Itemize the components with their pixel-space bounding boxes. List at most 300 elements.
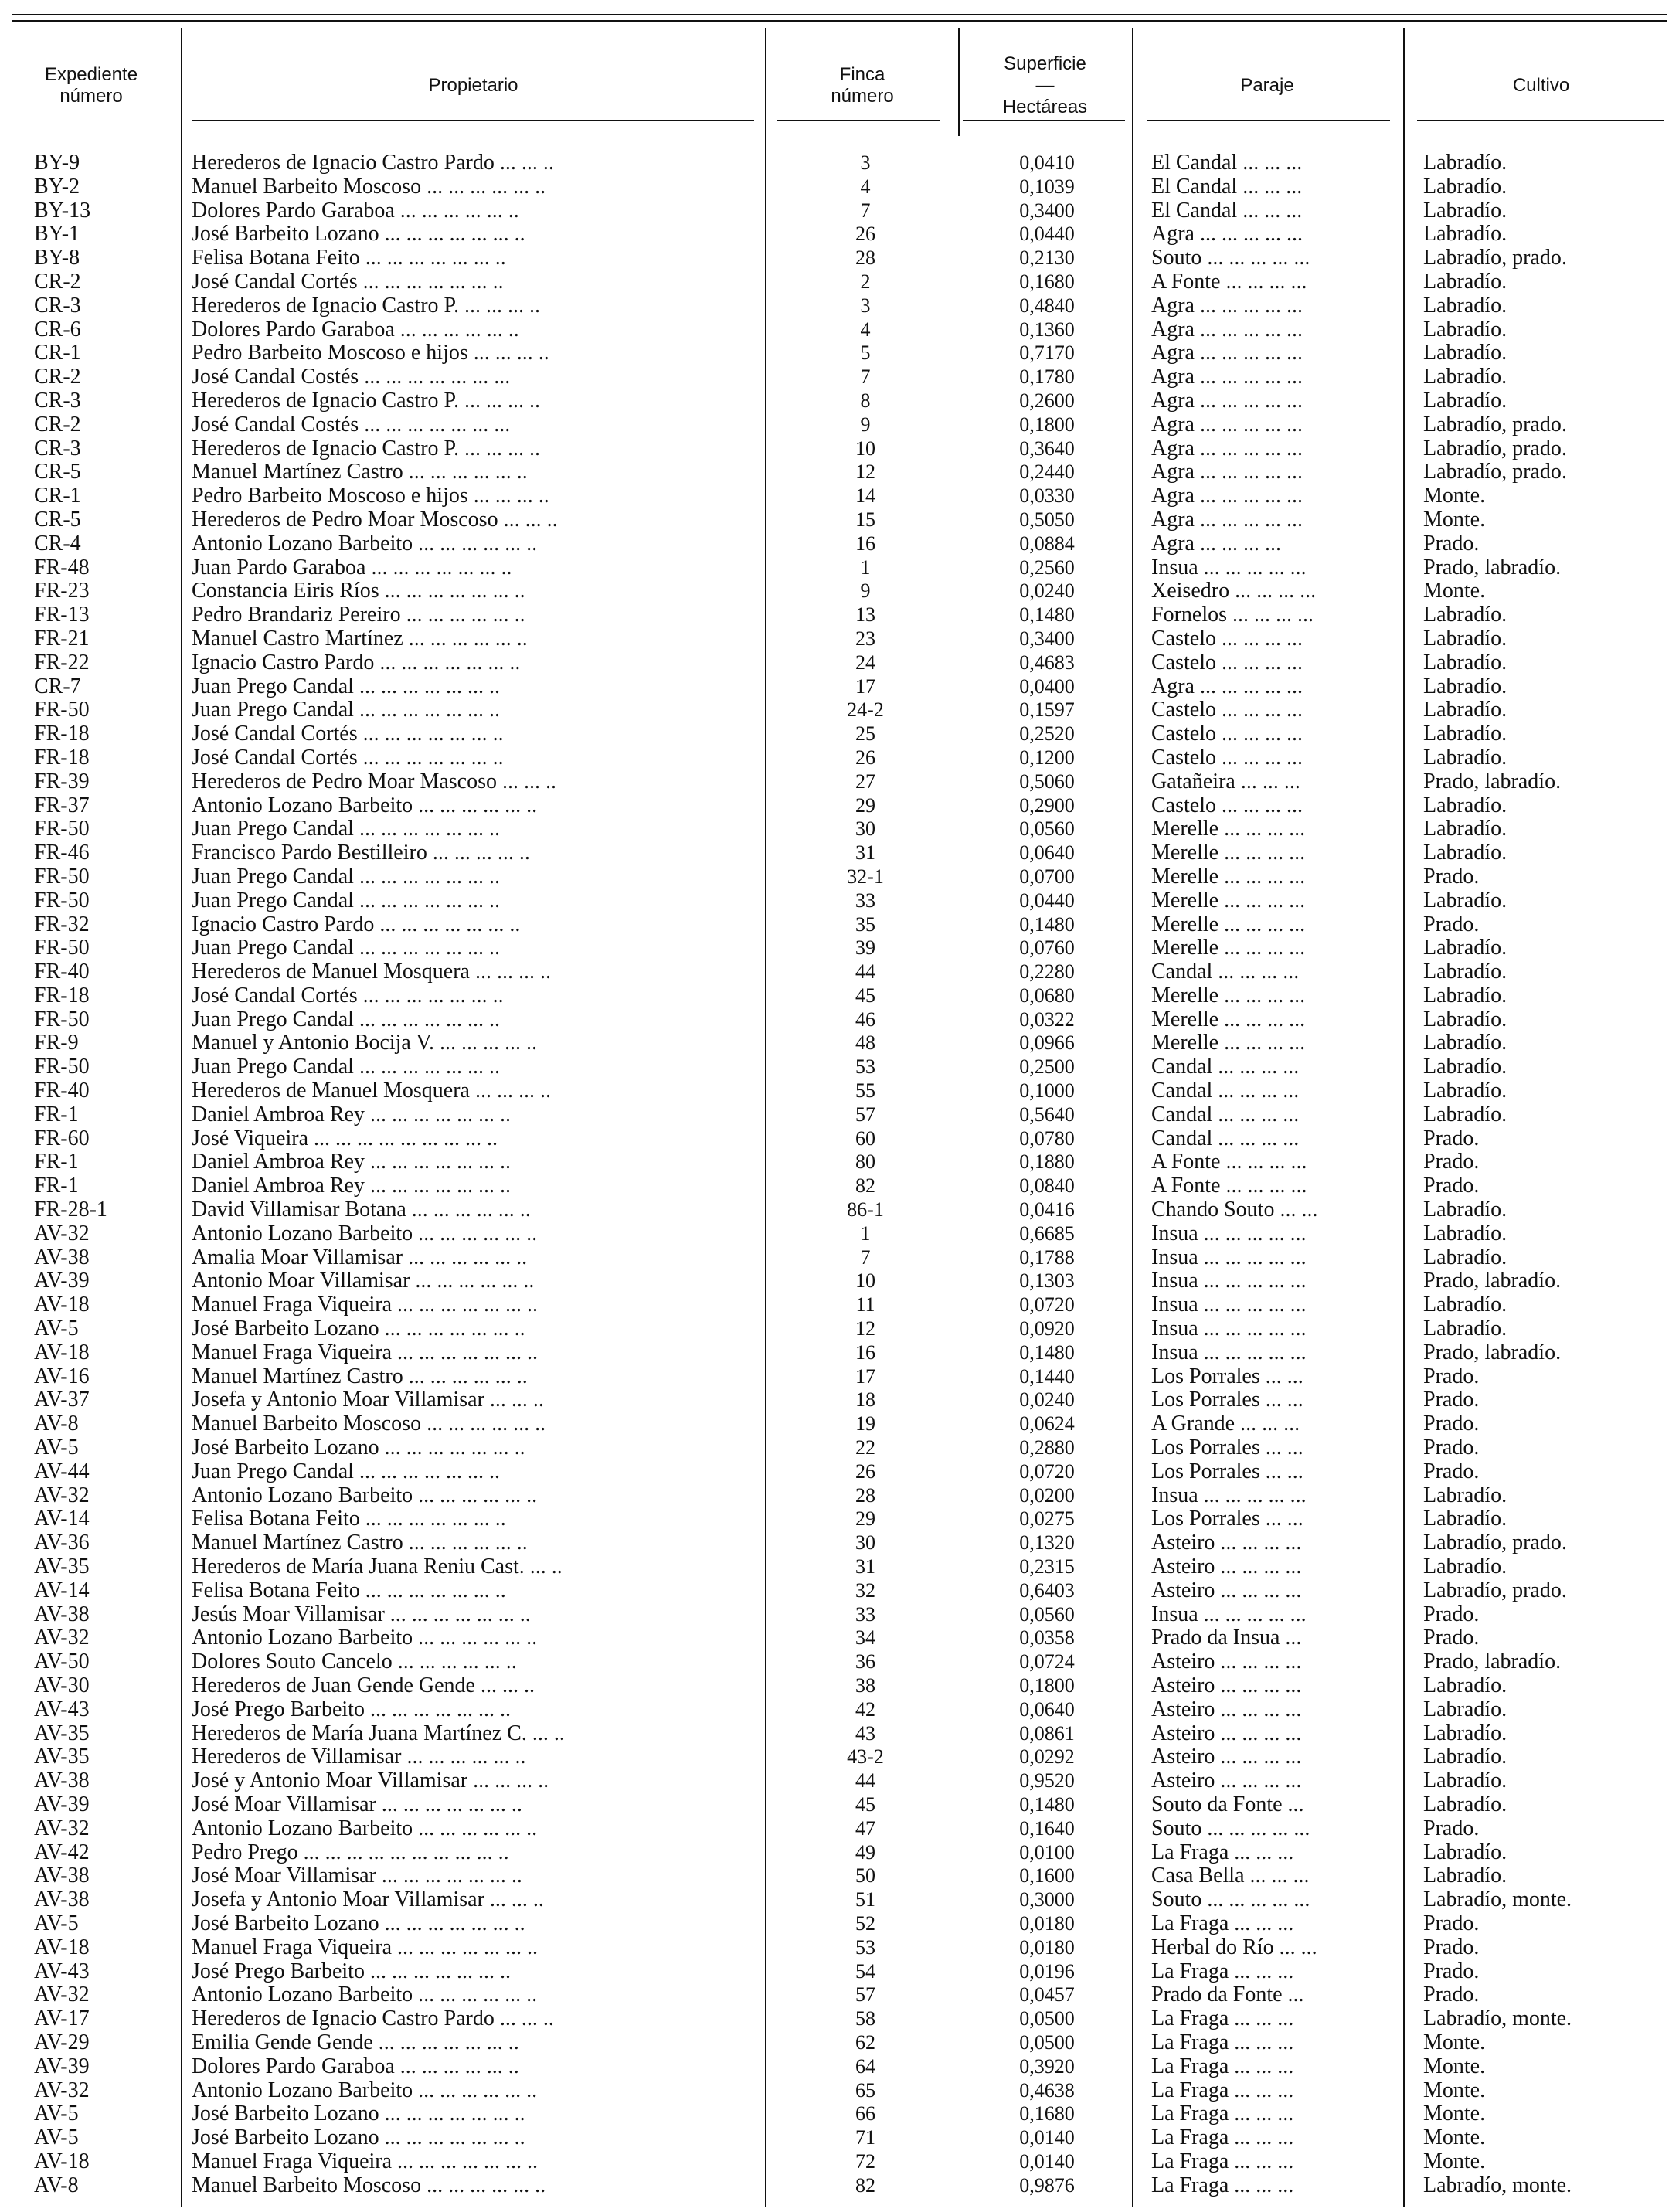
table-row bbox=[0, 936, 1679, 960]
superficie-cell: 0,0700 bbox=[1019, 865, 1075, 888]
cultivo-cell: Prado. bbox=[1423, 1935, 1480, 1959]
finca-cell: 16 bbox=[855, 532, 875, 555]
table-row bbox=[0, 556, 1679, 580]
propietario-cell: José Candal Cortés ... ... ... ... ... ... .. bbox=[192, 270, 504, 294]
expediente-cell: AV-17 bbox=[34, 2007, 90, 2031]
superficie-cell: 0,2560 bbox=[1019, 556, 1075, 579]
superficie-cell: 0,0720 bbox=[1019, 1293, 1075, 1317]
expediente-cell: CR-3 bbox=[34, 389, 81, 413]
finca-cell: 72 bbox=[855, 2149, 875, 2173]
paraje-cell: La Fraga ... ... ... bbox=[1151, 2126, 1294, 2150]
finca-cell: 49 bbox=[855, 1840, 875, 1864]
cultivo-cell: Labradío. bbox=[1423, 270, 1507, 294]
superficie-cell: 0,0560 bbox=[1019, 1602, 1075, 1626]
cultivo-cell: Prado. bbox=[1423, 865, 1480, 889]
superficie-cell: 0,1360 bbox=[1019, 318, 1075, 341]
finca-cell: 31 bbox=[855, 841, 875, 865]
paraje-cell: Souto ... ... ... ... ... bbox=[1151, 246, 1310, 270]
cultivo-cell: Prado. bbox=[1423, 1364, 1480, 1388]
table-row bbox=[0, 913, 1679, 937]
paraje-cell: Candal ... ... ... ... bbox=[1151, 960, 1300, 984]
superficie-cell: 0,0920 bbox=[1019, 1317, 1075, 1340]
paraje-cell: Insua ... ... ... ... ... bbox=[1151, 1340, 1307, 1364]
table-row bbox=[0, 1174, 1679, 1198]
cultivo-cell: Monte. bbox=[1423, 2126, 1486, 2150]
expediente-cell: CR-3 bbox=[34, 294, 81, 318]
propietario-cell: José Viqueira ... ... ... ... ... ... ... ... .. bbox=[192, 1126, 498, 1150]
cultivo-cell: Monte. bbox=[1423, 2054, 1486, 2078]
table-row bbox=[0, 2174, 1679, 2198]
cultivo-cell: Labradío. bbox=[1423, 1055, 1507, 1079]
propietario-cell: Herederos de Juan Gende Gende ... ... .. bbox=[192, 1674, 535, 1697]
paraje-cell: Castelo ... ... ... ... bbox=[1151, 722, 1303, 746]
cultivo-cell: Labradío. bbox=[1423, 984, 1507, 1007]
expediente-cell: AV-18 bbox=[34, 1935, 90, 1959]
finca-cell: 45 bbox=[855, 984, 875, 1007]
propietario-cell: Felisa Botana Feito ... ... ... ... ... ... .. bbox=[192, 1578, 506, 1602]
superficie-cell: 0,1480 bbox=[1019, 1792, 1075, 1816]
table-row bbox=[0, 413, 1679, 437]
cultivo-cell: Labradío, prado. bbox=[1423, 1531, 1567, 1555]
table-row bbox=[0, 1365, 1679, 1389]
finca-cell: 28 bbox=[855, 246, 875, 270]
superficie-cell: 0,2440 bbox=[1019, 460, 1075, 484]
expediente-cell: FR-21 bbox=[34, 627, 90, 651]
finca-cell: 29 bbox=[855, 793, 875, 817]
table-row bbox=[0, 1531, 1679, 1555]
paraje-cell: Candal ... ... ... ... bbox=[1151, 1103, 1300, 1126]
expediente-cell: FR-40 bbox=[34, 960, 90, 984]
expediente-cell: AV-8 bbox=[34, 1412, 79, 1436]
cultivo-cell: Labradío. bbox=[1423, 1555, 1507, 1579]
paraje-cell: Los Porrales ... ... bbox=[1151, 1436, 1303, 1460]
expediente-cell: FR-50 bbox=[34, 865, 90, 889]
propietario-cell: Antonio Lozano Barbeito ... ... ... ... ... .. bbox=[192, 1816, 538, 1840]
expediente-cell: AV-35 bbox=[34, 1745, 90, 1769]
propietario-cell: Manuel Castro Martínez ... ... ... ... ... .. bbox=[192, 627, 528, 651]
table-row bbox=[0, 1222, 1679, 1246]
table-row bbox=[0, 603, 1679, 627]
cultivo-cell: Monte. bbox=[1423, 484, 1486, 508]
finca-cell: 43 bbox=[855, 1721, 875, 1745]
table-row bbox=[0, 960, 1679, 984]
cultivo-cell: Labradío. bbox=[1423, 318, 1507, 341]
propietario-cell: Antonio Lozano Barbeito ... ... ... ... ... .. bbox=[192, 1983, 538, 2007]
finca-cell: 28 bbox=[855, 1483, 875, 1507]
superficie-cell: 0,6403 bbox=[1019, 1578, 1075, 1602]
paraje-cell: Chando Souto ... ... bbox=[1151, 1198, 1318, 1222]
expediente-cell: FR-50 bbox=[34, 889, 90, 912]
cultivo-cell: Labradío. bbox=[1423, 1317, 1507, 1341]
cultivo-cell: Labradío. bbox=[1423, 841, 1507, 865]
table-row bbox=[0, 1484, 1679, 1508]
cultivo-cell: Prado. bbox=[1423, 1602, 1480, 1626]
paraje-cell: Herbal do Río ... ... bbox=[1151, 1935, 1317, 1959]
expediente-cell: AV-18 bbox=[34, 1340, 90, 1364]
superficie-cell: 0,9876 bbox=[1019, 2173, 1075, 2197]
superficie-cell: 0,0140 bbox=[1019, 2126, 1075, 2149]
expediente-cell: FR-50 bbox=[34, 936, 90, 960]
superficie-cell: 0,0196 bbox=[1019, 1959, 1075, 1983]
paraje-cell: Agra ... ... ... ... ... bbox=[1151, 674, 1303, 698]
expediente-cell: AV-35 bbox=[34, 1721, 90, 1745]
finca-cell: 66 bbox=[855, 2102, 875, 2125]
finca-cell: 3 bbox=[860, 294, 871, 317]
paraje-cell: Merelle ... ... ... ... bbox=[1151, 841, 1306, 865]
superficie-cell: 0,0640 bbox=[1019, 1697, 1075, 1721]
superficie-cell: 0,3920 bbox=[1019, 2054, 1075, 2078]
propietario-cell: Amalia Moar Villamisar ... ... ... ... ... .. bbox=[192, 1245, 528, 1269]
table-row bbox=[0, 1507, 1679, 1531]
propietario-cell: Juan Prego Candal ... ... ... ... ... ... .. bbox=[192, 698, 500, 722]
propietario-cell: Herederos de Pedro Moar Moscoso ... ... .. bbox=[192, 508, 558, 532]
superficie-cell: 0,2900 bbox=[1019, 793, 1075, 817]
paraje-cell: Asteiro ... ... ... ... bbox=[1151, 1578, 1302, 1602]
cultivo-cell: Labradío. bbox=[1423, 199, 1507, 223]
expediente-cell: FR-1 bbox=[34, 1150, 79, 1174]
superficie-cell: 0,0884 bbox=[1019, 532, 1075, 555]
propietario-cell: Dolores Souto Cancelo ... ... ... ... ... .. bbox=[192, 1650, 517, 1674]
propietario-cell: Antonio Lozano Barbeito ... ... ... ... ... .. bbox=[192, 793, 538, 817]
finca-cell: 5 bbox=[860, 341, 871, 365]
table-row bbox=[0, 2055, 1679, 2079]
propietario-cell: Daniel Ambroa Rey ... ... ... ... ... ... .. bbox=[192, 1174, 511, 1198]
paraje-cell: Insua ... ... ... ... ... bbox=[1151, 1317, 1307, 1341]
table-row bbox=[0, 2102, 1679, 2126]
paraje-cell: Gatañeira ... ... ... bbox=[1151, 770, 1300, 793]
table-row bbox=[0, 223, 1679, 246]
propietario-cell: Manuel Martínez Castro ... ... ... ... ... .. bbox=[192, 1364, 528, 1388]
paraje-cell: Insua ... ... ... ... ... bbox=[1151, 1293, 1307, 1317]
propietario-cell: Herederos de Ignacio Castro Pardo ... ... .. bbox=[192, 2007, 554, 2031]
propietario-cell: Antonio Lozano Barbeito ... ... ... ... ... .. bbox=[192, 2078, 538, 2102]
finca-cell: 62 bbox=[855, 2030, 875, 2054]
finca-cell: 35 bbox=[855, 912, 875, 936]
propietario-cell: Jesús Moar Villamisar ... ... ... ... ... ... .. bbox=[192, 1602, 531, 1626]
expediente-cell: FR-18 bbox=[34, 722, 90, 746]
propietario-cell: Pedro Barbeito Moscoso e hijos ... ... ... .. bbox=[192, 484, 549, 508]
expediente-cell: CR-5 bbox=[34, 508, 81, 532]
cultivo-cell: Labradío. bbox=[1423, 960, 1507, 984]
finca-cell: 11 bbox=[855, 1293, 875, 1317]
paraje-cell: Agra ... ... ... ... ... bbox=[1151, 460, 1303, 484]
expediente-cell: CR-2 bbox=[34, 270, 81, 294]
propietario-cell: José Barbeito Lozano ... ... ... ... ... ... .. bbox=[192, 223, 525, 246]
finca-cell: 38 bbox=[855, 1674, 875, 1697]
propietario-cell: José Barbeito Lozano ... ... ... ... ... ... .. bbox=[192, 2102, 525, 2126]
cultivo-cell: Labradío. bbox=[1423, 1674, 1507, 1697]
table-row bbox=[0, 2150, 1679, 2174]
expediente-cell: CR-5 bbox=[34, 460, 81, 484]
expediente-cell: CR-4 bbox=[34, 532, 81, 556]
table-row bbox=[0, 1960, 1679, 1984]
expediente-cell: AV-30 bbox=[34, 1674, 90, 1697]
expediente-cell: CR-2 bbox=[34, 413, 81, 437]
cultivo-cell: Labradío, monte. bbox=[1423, 2173, 1572, 2197]
finca-cell: 27 bbox=[855, 770, 875, 793]
cultivo-cell: Labradío. bbox=[1423, 151, 1507, 175]
table-row bbox=[0, 532, 1679, 556]
table-row bbox=[0, 1745, 1679, 1769]
table-row bbox=[0, 817, 1679, 841]
paraje-cell: Asteiro ... ... ... ... bbox=[1151, 1697, 1302, 1721]
cultivo-cell: Labradío. bbox=[1423, 223, 1507, 246]
paraje-cell: Agra ... ... ... ... ... bbox=[1151, 413, 1303, 437]
paraje-cell: A Fonte ... ... ... ... bbox=[1151, 1174, 1307, 1198]
paraje-cell: Agra ... ... ... ... ... bbox=[1151, 437, 1303, 460]
paraje-cell: El Candal ... ... ... bbox=[1151, 175, 1303, 199]
finca-cell: 71 bbox=[855, 2126, 875, 2149]
finca-cell: 86-1 bbox=[847, 1198, 884, 1222]
superficie-cell: 0,0358 bbox=[1019, 1626, 1075, 1650]
cultivo-cell: Labradío. bbox=[1423, 1031, 1507, 1055]
paraje-cell: La Fraga ... ... ... bbox=[1151, 2007, 1294, 2031]
expediente-cell: AV-32 bbox=[34, 1816, 90, 1840]
finca-cell: 30 bbox=[855, 1531, 875, 1555]
propietario-cell: Antonio Lozano Barbeito ... ... ... ... ... .. bbox=[192, 532, 538, 556]
expediente-cell: CR-6 bbox=[34, 318, 81, 341]
cultivo-cell: Labradío. bbox=[1423, 1769, 1507, 1793]
expediente-cell: FR-50 bbox=[34, 1007, 90, 1031]
table-row bbox=[0, 151, 1679, 175]
propietario-cell: Ignacio Castro Pardo ... ... ... ... ... ... .. bbox=[192, 651, 521, 674]
expediente-cell: FR-9 bbox=[34, 1031, 79, 1055]
expediente-cell: AV-50 bbox=[34, 1650, 90, 1674]
superficie-cell: 0,0400 bbox=[1019, 674, 1075, 698]
propietario-cell: Juan Prego Candal ... ... ... ... ... ... .. bbox=[192, 1459, 500, 1483]
propietario-cell: Herederos de Pedro Moar Mascoso ... ... .. bbox=[192, 770, 556, 793]
finca-cell: 10 bbox=[855, 437, 875, 460]
cultivo-cell: Labradío, monte. bbox=[1423, 1888, 1572, 1912]
paraje-cell: Merelle ... ... ... ... bbox=[1151, 1007, 1306, 1031]
finca-cell: 82 bbox=[855, 2173, 875, 2197]
propietario-cell: Manuel Fraga Viqueira ... ... ... ... ... ... .. bbox=[192, 2149, 539, 2173]
paraje-cell: Castelo ... ... ... ... bbox=[1151, 651, 1303, 674]
expediente-cell: AV-39 bbox=[34, 1269, 90, 1293]
expediente-cell: CR-1 bbox=[34, 341, 81, 365]
finca-cell: 17 bbox=[855, 1364, 875, 1388]
expediente-cell: FR-60 bbox=[34, 1126, 90, 1150]
expediente-cell: AV-44 bbox=[34, 1459, 90, 1483]
expediente-cell: AV-32 bbox=[34, 1222, 90, 1245]
table-row bbox=[0, 746, 1679, 770]
expediente-cell: AV-43 bbox=[34, 1959, 90, 1983]
cultivo-cell: Labradío. bbox=[1423, 294, 1507, 318]
propietario-cell: Antonio Lozano Barbeito ... ... ... ... ... .. bbox=[192, 1222, 538, 1245]
table-row bbox=[0, 1698, 1679, 1722]
finca-cell: 17 bbox=[855, 674, 875, 698]
paraje-cell: Agra ... ... ... ... ... bbox=[1151, 365, 1303, 389]
table-row bbox=[0, 1341, 1679, 1365]
cultivo-cell: Labradío. bbox=[1423, 603, 1507, 627]
finca-cell: 10 bbox=[855, 1269, 875, 1293]
paraje-cell: Los Porrales ... ... bbox=[1151, 1364, 1303, 1388]
paraje-cell: La Fraga ... ... ... bbox=[1151, 2054, 1294, 2078]
superficie-cell: 0,0500 bbox=[1019, 2007, 1075, 2030]
expediente-cell: AV-14 bbox=[34, 1578, 90, 1602]
superficie-cell: 0,2315 bbox=[1019, 1555, 1075, 1578]
header-paraje: Paraje bbox=[1240, 75, 1294, 96]
finca-cell: 22 bbox=[855, 1436, 875, 1459]
superficie-cell: 0,5060 bbox=[1019, 770, 1075, 793]
cultivo-cell: Prado. bbox=[1423, 912, 1480, 936]
paraje-cell: A Grande ... ... ... bbox=[1151, 1412, 1300, 1436]
paraje-cell: Agra ... ... ... ... bbox=[1151, 532, 1281, 556]
superficie-cell: 0,0140 bbox=[1019, 2149, 1075, 2173]
paraje-cell: Merelle ... ... ... ... bbox=[1151, 889, 1306, 912]
table-row bbox=[0, 865, 1679, 889]
paraje-cell: A Fonte ... ... ... ... bbox=[1151, 270, 1307, 294]
finca-cell: 7 bbox=[860, 365, 871, 389]
finca-cell: 47 bbox=[855, 1816, 875, 1840]
propietario-cell: Herederos de María Juana Reniu Cast. ... .. bbox=[192, 1555, 562, 1579]
expediente-cell: FR-48 bbox=[34, 556, 90, 579]
propietario-cell: Felisa Botana Feito ... ... ... ... ... ... .. bbox=[192, 1507, 506, 1531]
paraje-cell: Souto ... ... ... ... ... bbox=[1151, 1888, 1310, 1912]
cultivo-cell: Labradío. bbox=[1423, 1007, 1507, 1031]
cultivo-cell: Monte. bbox=[1423, 2030, 1486, 2054]
superficie-cell: 0,1788 bbox=[1019, 1245, 1075, 1269]
finca-cell: 4 bbox=[860, 318, 871, 341]
paraje-cell: Asteiro ... ... ... ... bbox=[1151, 1674, 1302, 1697]
superficie-cell: 0,3000 bbox=[1019, 1888, 1075, 1911]
propietario-cell: José Candal Costés ... ... ... ... ... ... ... bbox=[192, 413, 511, 437]
superficie-cell: 0,0861 bbox=[1019, 1721, 1075, 1745]
superficie-cell: 0,0560 bbox=[1019, 817, 1075, 841]
finca-cell: 53 bbox=[855, 1055, 875, 1079]
superficie-cell: 0,1680 bbox=[1019, 270, 1075, 293]
superficie-cell: 0,1600 bbox=[1019, 1864, 1075, 1888]
cultivo-cell: Prado. bbox=[1423, 1626, 1480, 1650]
cultivo-cell: Labradío. bbox=[1423, 1103, 1507, 1126]
superficie-cell: 0,1000 bbox=[1019, 1079, 1075, 1103]
table-row bbox=[0, 794, 1679, 818]
propietario-cell: Pedro Barbeito Moscoso e hijos ... ... ... .. bbox=[192, 341, 549, 365]
propietario-cell: Josefa y Antonio Moar Villamisar ... ... .. bbox=[192, 1888, 544, 1912]
table-row bbox=[0, 1269, 1679, 1293]
top-rule-2 bbox=[12, 20, 1667, 22]
superficie-cell: 0,0180 bbox=[1019, 1935, 1075, 1959]
table-row bbox=[0, 627, 1679, 651]
propietario-cell: Manuel Martínez Castro ... ... ... ... ... .. bbox=[192, 1531, 528, 1555]
paraje-cell: La Fraga ... ... ... bbox=[1151, 1911, 1294, 1935]
paraje-cell: La Fraga ... ... ... bbox=[1151, 1959, 1294, 1983]
finca-cell: 4 bbox=[860, 175, 871, 198]
paraje-cell: Xeisedro ... ... ... ... bbox=[1151, 579, 1317, 603]
expediente-cell: AV-37 bbox=[34, 1388, 90, 1412]
cultivo-cell: Labradío. bbox=[1423, 746, 1507, 770]
propietario-cell: José Candal Cortés ... ... ... ... ... ... .. bbox=[192, 722, 504, 746]
table-row bbox=[0, 1198, 1679, 1222]
paraje-cell: Merelle ... ... ... ... bbox=[1151, 865, 1306, 889]
paraje-cell: La Fraga ... ... ... bbox=[1151, 1840, 1294, 1864]
finca-cell: 48 bbox=[855, 1031, 875, 1055]
paraje-cell: La Fraga ... ... ... bbox=[1151, 2102, 1294, 2126]
cultivo-cell: Monte. bbox=[1423, 508, 1486, 532]
expediente-cell: AV-29 bbox=[34, 2030, 90, 2054]
propietario-cell: Daniel Ambroa Rey ... ... ... ... ... ... .. bbox=[192, 1103, 511, 1126]
propietario-cell: Antonio Lozano Barbeito ... ... ... ... ... .. bbox=[192, 1483, 538, 1507]
cultivo-cell: Monte. bbox=[1423, 2149, 1486, 2173]
expediente-cell: BY-1 bbox=[34, 223, 80, 246]
superficie-cell: 0,1440 bbox=[1019, 1364, 1075, 1388]
superficie-cell: 0,3400 bbox=[1019, 627, 1075, 650]
cultivo-cell: Labradío. bbox=[1423, 1840, 1507, 1864]
propietario-cell: Manuel y Antonio Bocija V. ... ... ... ... .. bbox=[192, 1031, 537, 1055]
propietario-cell: Pedro Brandariz Pereiro ... ... ... ... ... .. bbox=[192, 603, 525, 627]
paraje-cell: Agra ... ... ... ... ... bbox=[1151, 484, 1303, 508]
superficie-cell: 0,2280 bbox=[1019, 960, 1075, 984]
cultivo-cell: Labradío. bbox=[1423, 389, 1507, 413]
cultivo-cell: Prado. bbox=[1423, 1388, 1480, 1412]
superficie-cell: 0,1480 bbox=[1019, 912, 1075, 936]
cultivo-cell: Prado. bbox=[1423, 1959, 1480, 1983]
propietario-cell: Juan Prego Candal ... ... ... ... ... ... .. bbox=[192, 865, 500, 889]
propietario-cell: José Moar Villamisar ... ... ... ... ... ... .. bbox=[192, 1792, 522, 1816]
paraje-cell: Insua ... ... ... ... ... bbox=[1151, 1602, 1307, 1626]
table-row bbox=[0, 770, 1679, 794]
paraje-cell: La Fraga ... ... ... bbox=[1151, 2173, 1294, 2197]
table-row bbox=[0, 1555, 1679, 1579]
propietario-cell: Manuel Barbeito Moscoso ... ... ... ... ... .. bbox=[192, 2173, 546, 2197]
superficie-cell: 0,0100 bbox=[1019, 1840, 1075, 1864]
propietario-cell: Josefa y Antonio Moar Villamisar ... ... .. bbox=[192, 1388, 544, 1412]
paraje-cell: Los Porrales ... ... bbox=[1151, 1507, 1303, 1531]
finca-cell: 50 bbox=[855, 1864, 875, 1888]
cultivo-cell: Labradío. bbox=[1423, 817, 1507, 841]
superficie-cell: 0,0840 bbox=[1019, 1174, 1075, 1198]
finca-cell: 23 bbox=[855, 627, 875, 650]
table-row bbox=[0, 175, 1679, 199]
superficie-cell: 0,1039 bbox=[1019, 175, 1075, 198]
table-row bbox=[0, 2031, 1679, 2055]
paraje-cell: El Candal ... ... ... bbox=[1151, 199, 1303, 223]
paraje-cell: Agra ... ... ... ... ... bbox=[1151, 294, 1303, 318]
header-cultivo: Cultivo bbox=[1512, 75, 1570, 96]
paraje-cell: Asteiro ... ... ... ... bbox=[1151, 1650, 1302, 1674]
superficie-cell: 0,0624 bbox=[1019, 1412, 1075, 1436]
cultivo-cell: Labradío. bbox=[1423, 1222, 1507, 1245]
expediente-cell: AV-5 bbox=[34, 1436, 79, 1460]
finca-cell: 7 bbox=[860, 1245, 871, 1269]
finca-cell: 36 bbox=[855, 1650, 875, 1673]
expediente-cell: FR-23 bbox=[34, 579, 90, 603]
header-propietario: Propietario bbox=[428, 75, 518, 96]
paraje-cell: Casa Bella ... ... ... bbox=[1151, 1864, 1310, 1888]
cultivo-cell: Labradío, prado. bbox=[1423, 460, 1567, 484]
expediente-cell: AV-18 bbox=[34, 2149, 90, 2173]
finca-cell: 42 bbox=[855, 1697, 875, 1721]
finca-cell: 44 bbox=[855, 1769, 875, 1792]
superficie-cell: 0,2130 bbox=[1019, 246, 1075, 270]
table-row bbox=[0, 294, 1679, 318]
table-row bbox=[0, 2126, 1679, 2150]
expediente-cell: AV-38 bbox=[34, 1769, 90, 1793]
cultivo-cell: Prado. bbox=[1423, 532, 1480, 556]
superficie-cell: 0,1597 bbox=[1019, 698, 1075, 722]
finca-cell: 25 bbox=[855, 722, 875, 746]
land-register-table bbox=[0, 151, 1679, 2198]
cultivo-cell: Labradío. bbox=[1423, 1792, 1507, 1816]
expediente-cell: CR-3 bbox=[34, 437, 81, 460]
paraje-cell: Merelle ... ... ... ... bbox=[1151, 817, 1306, 841]
paraje-cell: Castelo ... ... ... ... bbox=[1151, 627, 1303, 651]
expediente-cell: CR-1 bbox=[34, 484, 81, 508]
table-row bbox=[0, 318, 1679, 342]
expediente-cell: FR-46 bbox=[34, 841, 90, 865]
cultivo-cell: Labradío. bbox=[1423, 1864, 1507, 1888]
table-row bbox=[0, 1031, 1679, 1055]
